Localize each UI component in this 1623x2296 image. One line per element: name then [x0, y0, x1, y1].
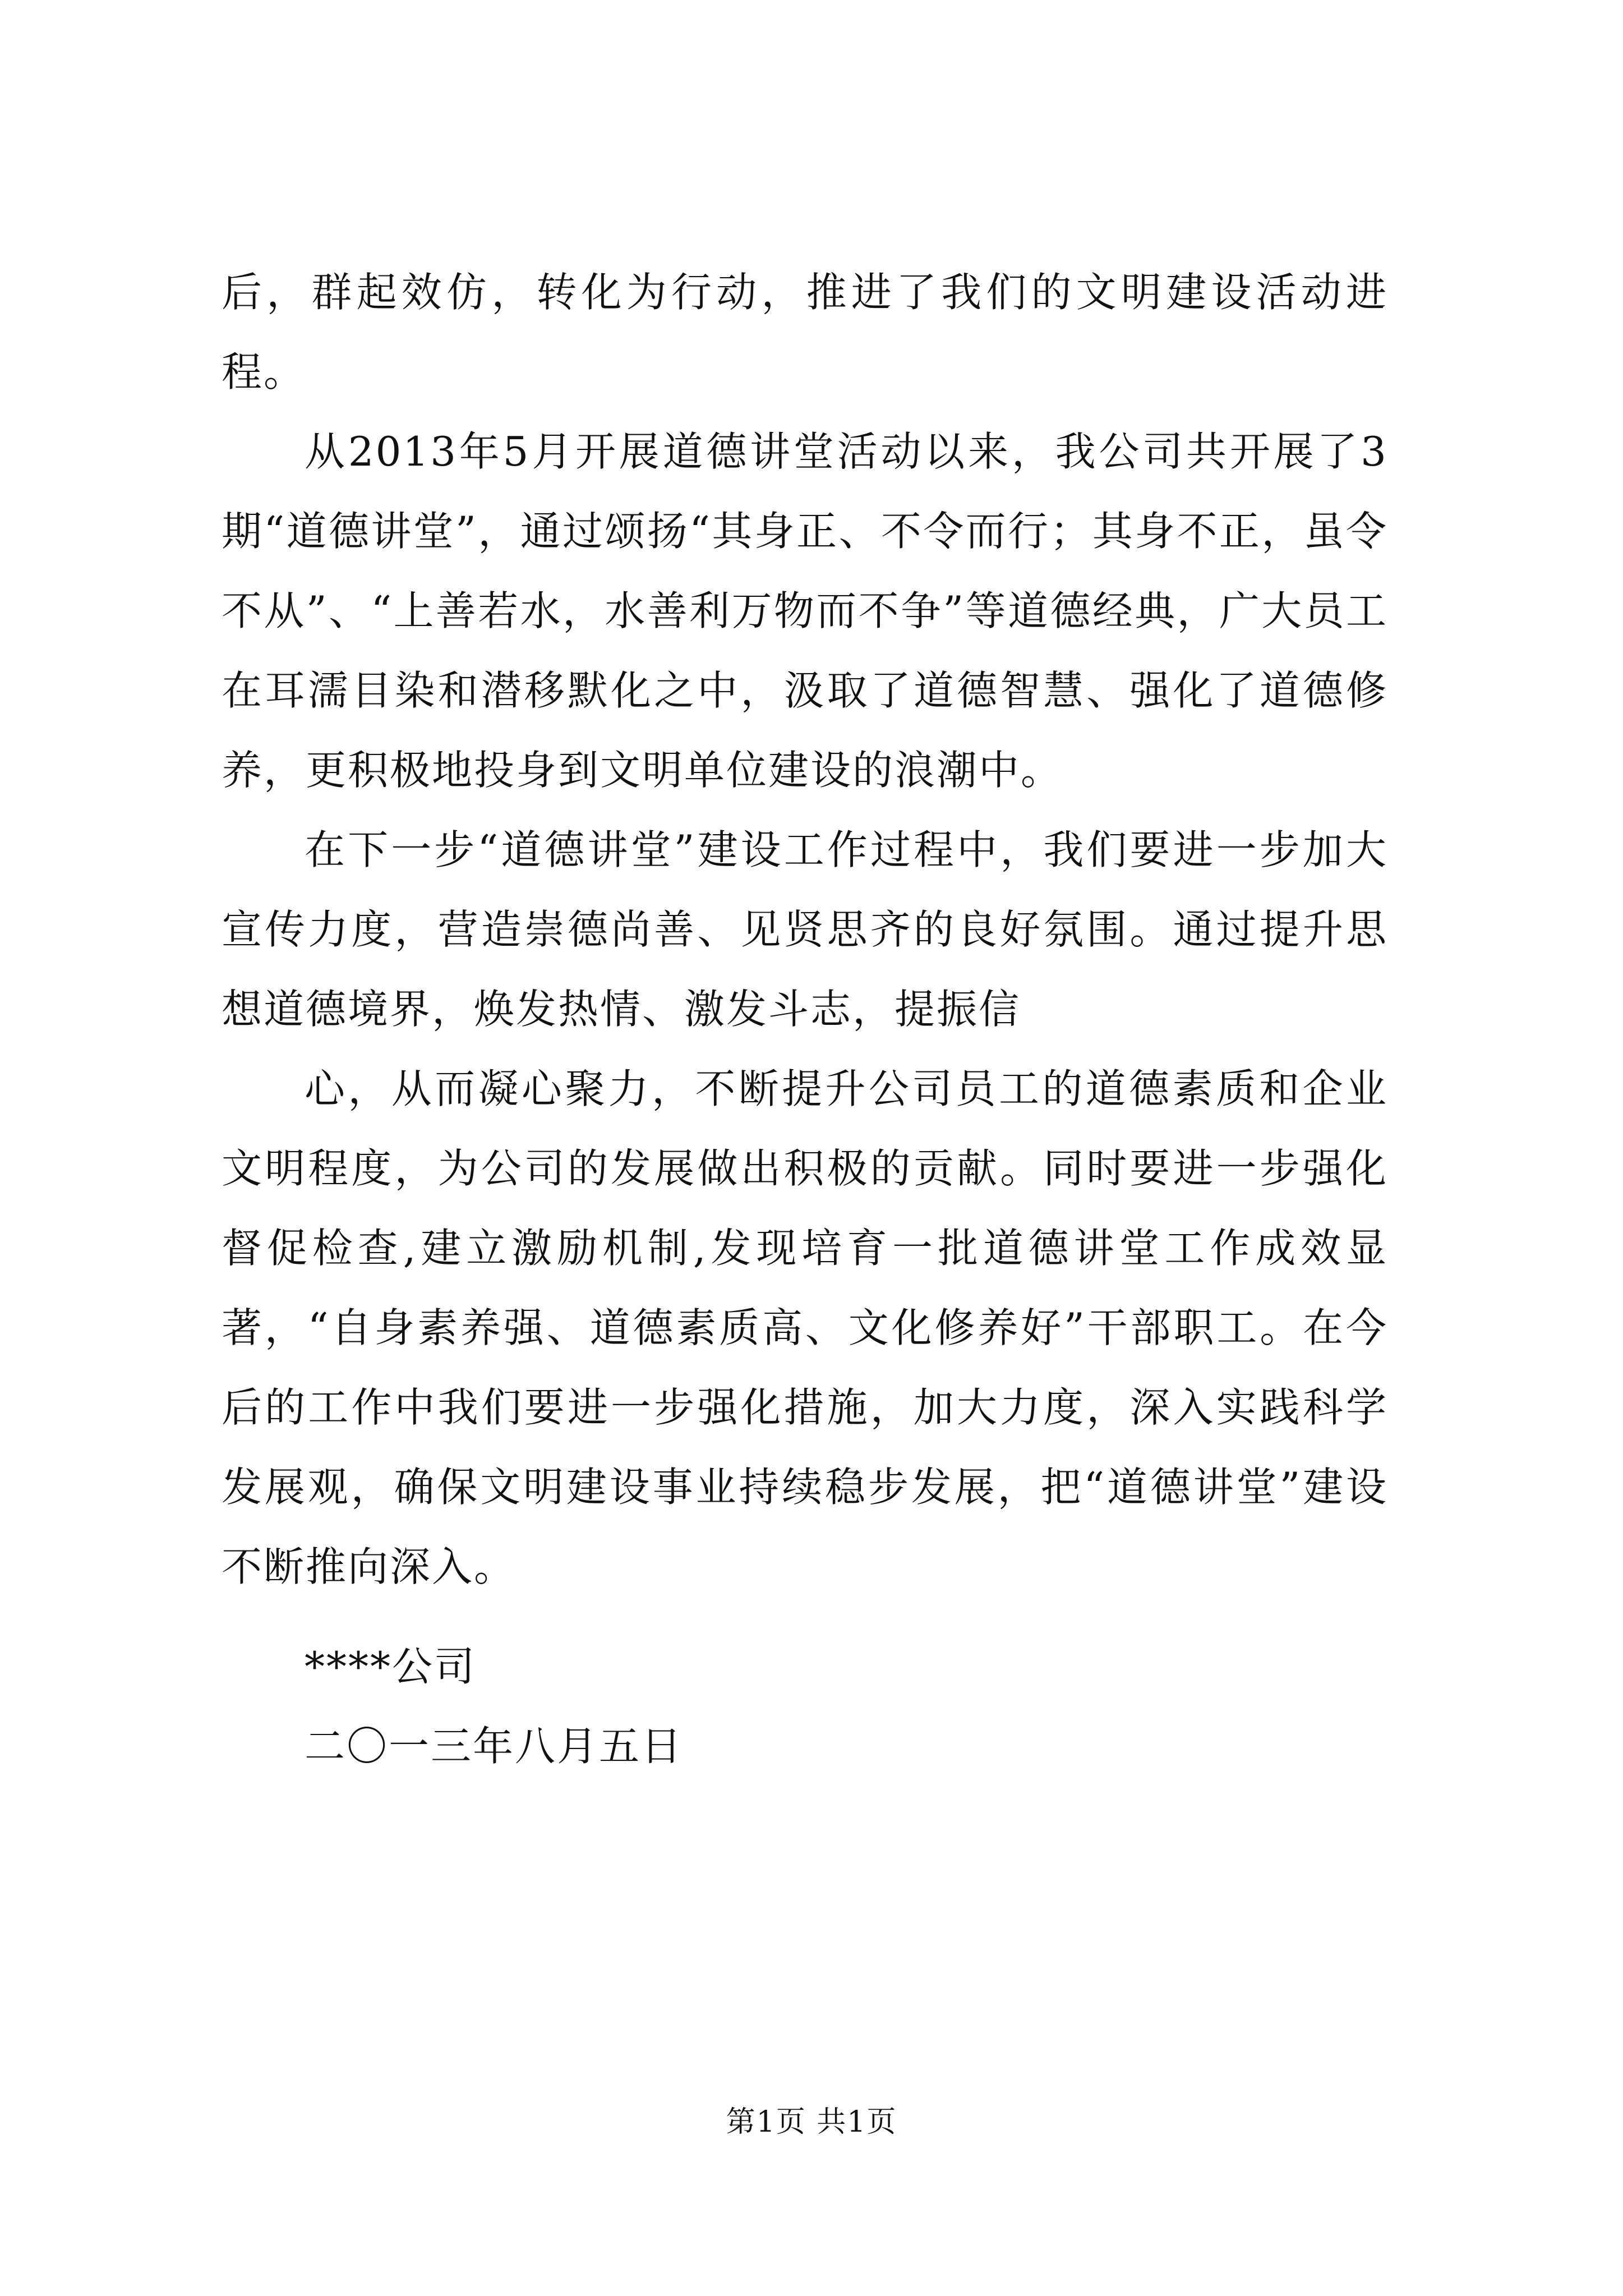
- paragraph-moral-lecture-summary: 从2013年5月开展道德讲堂活动以来，我公司共开展了3期“道德讲堂”，通过颂扬“其身正、不令而行；其身不正，虽令不从”、“上善若水，水善利万物而不争”等道德经典，广大员工在耳濡目染和潜移默化之中，汲取了道德智慧、强化了道德修养，更积极地投身到文明单位建设的浪潮中。: [222, 428, 1388, 794]
- paragraph-next-steps: 在下一步“道德讲堂”建设工作过程中，我们要进一步加大宣传力度，营造崇德尚善、见贤思齐的良好氛围。通过提升思想道德境界，焕发热情、激发斗志，提振信: [222, 826, 1388, 1033]
- document-body: [222, 252, 1388, 1786]
- paragraph-goals: 心，从而凝心聚力，不断提升公司员工的道德素质和企业文明程度，为公司的发展做出积极的贡献。同时要进一步强化督促检查,建立激励机制,发现培育一批道德讲堂工作成效显著，“自身素养强、道德素质高、文化修养好”干部职工。在今后的工作中我们要进一步强化措施，加大力度，深入实践科学发展观，确保文明建设事业持续稳步发展，把“道德讲堂”建设不断推向深入。: [222, 1065, 1388, 1590]
- signature-date: 二〇一三年八月五日: [305, 1723, 684, 1770]
- signature-company: ****公司: [305, 1643, 477, 1690]
- page-number-footer: 第1页 共1页: [726, 2105, 897, 2139]
- paragraph-continuation: 后，群起效仿，转化为行动，推进了我们的文明建设活动进程。: [222, 269, 1388, 395]
